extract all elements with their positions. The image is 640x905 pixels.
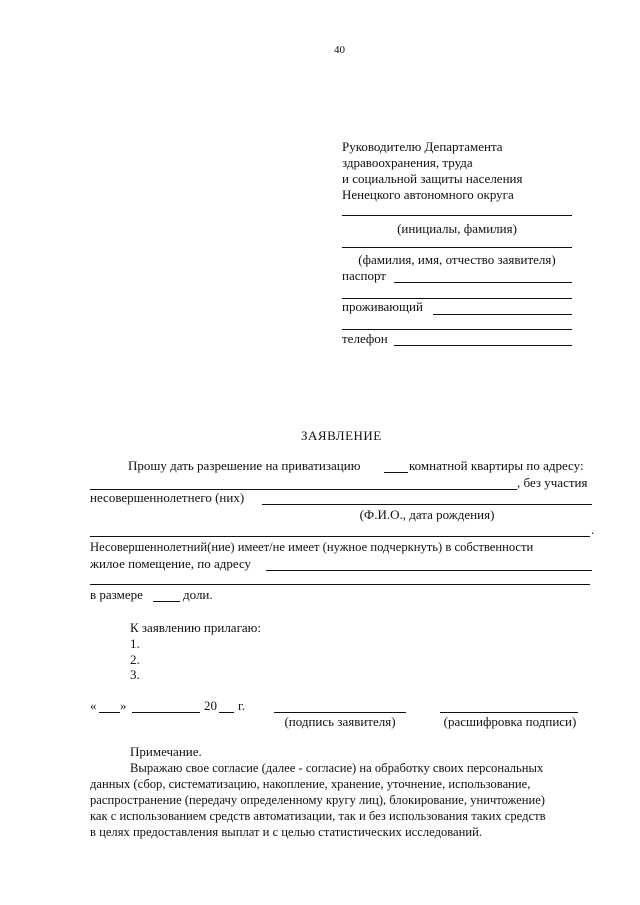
note-heading: Примечание. [130,744,202,759]
attachment-item-3: 3. [130,667,140,682]
phone-field[interactable] [394,345,572,346]
date-open-quote: « [90,698,97,713]
applicant-caption: (фамилия, имя, отчество заявителя) [358,252,556,267]
document-title: ЗАЯВЛЕНИЕ [301,428,382,443]
passport-field[interactable] [394,282,572,283]
addressee-line-2: здравоохранения, труда [342,155,473,170]
year-field[interactable] [219,712,234,713]
share-field[interactable] [153,601,180,602]
date-close-quote: » [120,698,127,713]
attachments-heading: К заявлению прилагаю: [130,620,262,635]
passport-label: паспорт [342,268,386,283]
minors-field-2[interactable] [90,536,590,537]
signature-decoding-field[interactable] [440,712,578,713]
attachment-item-2: 2. [130,652,140,667]
without-participation-text: , без участия [517,475,588,490]
note-line-5: в целях предоставления выплат и с целью статистических исследований. [90,825,483,839]
signature-field[interactable] [274,712,406,713]
residing-label: проживающий [342,299,423,314]
addressee-line-1: Руководителю Департамента [342,139,503,154]
ownership-line-1: Несовершеннолетний(ние) имеет/не имеет (нужное подчеркнуть) в собственности [90,540,534,554]
addressee-line-4: Ненецкого автономного округа [342,187,514,202]
note-line-1: Выражаю свое согласие (далее - согласие) на обработку своих персональных [130,761,544,775]
applicant-name-field[interactable] [342,247,572,248]
request-text-part1: Прошу дать разрешение на приватизацию [128,458,361,473]
decoding-caption: (расшифровка подписи) [443,714,577,729]
note-line-2: данных (сбор, систематизацию, накопление, хранение, уточнение, использование, [90,777,531,791]
signature-caption: (подпись заявителя) [284,714,396,729]
period-mark: . [591,522,595,537]
residing-field-2[interactable] [342,329,572,330]
page-number: 40 [334,44,345,56]
note-line-4: как с использованием средств автоматизации, так и без использования таких средств [90,809,546,823]
initials-caption: (инициалы, фамилия) [397,221,517,236]
month-field[interactable] [132,712,200,713]
addressee-line-3: и социальной защиты населения [342,171,523,186]
phone-label: телефон [342,331,388,346]
year-prefix: 20 [204,698,217,713]
fio-caption: (Ф.И.О., дата рождения) [359,507,495,522]
minors-label: несовершеннолетнего (них) [90,490,245,505]
minors-field[interactable] [262,504,592,505]
ownership-line-2: жилое помещение, по адресу [90,556,252,571]
ownership-address-field[interactable] [266,570,592,571]
ownership-address-field-2[interactable] [90,584,590,585]
note-line-3: распространение (передачу определенному кругу лиц), блокирование, уничтожение) [90,793,545,807]
attachment-item-1: 1. [130,636,140,651]
rooms-count-field[interactable] [384,472,408,473]
initials-field[interactable] [342,215,572,216]
day-field[interactable] [99,712,120,713]
year-suffix: г. [238,698,246,713]
share-text-part1: в размере [90,587,143,602]
residing-field[interactable] [433,314,572,315]
request-text-part2: комнатной квартиры по адресу: [409,458,584,473]
share-text-part2: доли. [183,587,213,602]
